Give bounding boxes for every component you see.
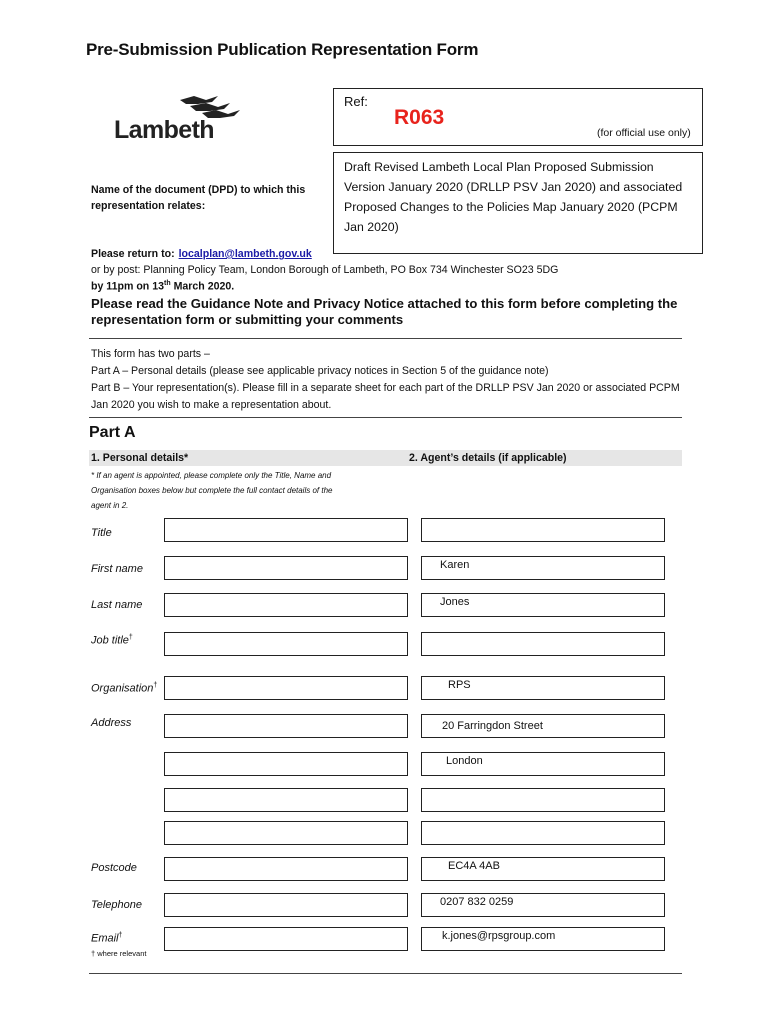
agent-organisation-value: RPS [448,679,471,691]
return-prefix: Please return to: [91,248,175,260]
guidance-notice: Please read the Guidance Note and Privacy Notice attached to this form before completing the representation form or submitting your comments [91,296,678,327]
dpd-text: Draft Revised Lambeth Local Plan Proposed Submission Version January 2020 (DRLLP PSV Jan 2020) and associated Proposed Changes to the Policies Map January 2020 (PCPM Jan 2020) [344,160,683,234]
agent-organisation-field[interactable] [421,676,665,700]
return-post: or by post: Planning Policy Team, London Borough of Lambeth, PO Box 734 Winchester SO23 5DG [91,264,559,276]
job-title-dagger: † [128,634,133,641]
personal-address-line-4[interactable] [164,821,408,845]
deadline-sup: th [164,280,171,287]
parts-line-1: This form has two parts – [91,348,210,360]
agent-telephone-field[interactable] [421,893,665,917]
telephone-label: Telephone [91,899,142,911]
email-text: Email [91,932,119,945]
organisation-label [91,682,157,695]
organisation-text: Organisation [91,682,154,695]
ref-box [333,88,703,146]
agent-email-field[interactable] [421,927,665,951]
personal-address-line-2[interactable] [164,752,408,776]
agent-first-name-value: Karen [440,559,470,571]
dpd-label: Name of the document (DPD) to which this representation relates: [91,184,306,212]
divider-1 [89,338,682,339]
personal-title-field[interactable] [164,518,408,542]
parts-line-2: Part A – Personal details (please see applicable privacy notices in Section 5 of the guidance note) [91,365,549,377]
parts-line-3: Part B – Your representation(s). Please fill in a separate sheet for each part of the DRLLP PSV Jan 2020 or associated PCPM Jan 2020 you wish to make a representation about. [91,382,680,411]
agent-address-line-3[interactable] [421,788,665,812]
deadline-post: March 2020. [170,280,235,293]
ref-value: R063 [394,106,445,129]
divider-2 [89,417,682,418]
personal-address-line-1[interactable] [164,714,408,738]
ref-label: Ref: [344,94,368,109]
ref-note: (for official use only) [597,127,691,139]
return-line [91,248,312,260]
agent-job-title-field[interactable] [421,632,665,656]
agent-address-line-1[interactable] [421,714,665,738]
deadline-pre: by 11pm on 13 [91,280,165,293]
postcode-label: Postcode [91,862,137,874]
agent-email-value: k.jones@rpsgroup.com [442,930,556,942]
first-name-label: First name [91,563,143,575]
agent-postcode-field[interactable] [421,857,665,881]
divider-bottom [89,973,682,974]
agent-address-line-2[interactable] [421,752,665,776]
last-name-label: Last name [91,599,143,611]
form-title: Pre-Submission Publication Representation Form [86,40,479,59]
part-a-heading: Part A [89,424,136,441]
address-label: Address [91,717,132,729]
agent-note: * If an agent is appointed, please complete only the Title, Name and Organisation boxes below but complete the full contact details of the agent in 2. [91,471,333,510]
personal-postcode-field[interactable] [164,857,408,881]
title-label: Title [91,527,112,539]
agent-address-line-4[interactable] [421,821,665,845]
agent-address1-value: 20 Farringdon Street [442,720,543,732]
personal-organisation-field[interactable] [164,676,408,700]
return-email-link[interactable]: localplan@lambeth.gov.uk [178,248,312,260]
agent-postcode-value: EC4A 4AB [448,860,500,872]
email-dagger: † [118,932,123,939]
agent-address2-value: London [446,755,483,767]
agent-details-label: 2. Agent’s details (if applicable) [409,452,567,464]
agent-last-name-field[interactable] [421,593,665,617]
agent-telephone-value: 0207 832 0259 [440,896,514,908]
personal-details-label: 1. Personal details* [91,452,189,464]
personal-job-title-field[interactable] [164,632,408,656]
personal-telephone-field[interactable] [164,893,408,917]
agent-title-field[interactable] [421,518,665,542]
lambeth-logo [90,90,240,162]
parts-description [91,346,691,414]
logo-text: Lambeth [114,116,214,144]
dpd-box [333,152,703,254]
job-title-text: Job title [91,634,129,647]
personal-address-line-3[interactable] [164,788,408,812]
agent-last-name-value: Jones [440,596,470,608]
personal-email-field[interactable] [164,927,408,951]
organisation-dagger: † [153,682,158,689]
personal-first-name-field[interactable] [164,556,408,580]
job-title-label [91,634,133,647]
agent-first-name-field[interactable] [421,556,665,580]
email-label [91,932,122,945]
footnote: † where relevant [91,949,147,958]
personal-last-name-field[interactable] [164,593,408,617]
return-deadline [91,280,234,293]
